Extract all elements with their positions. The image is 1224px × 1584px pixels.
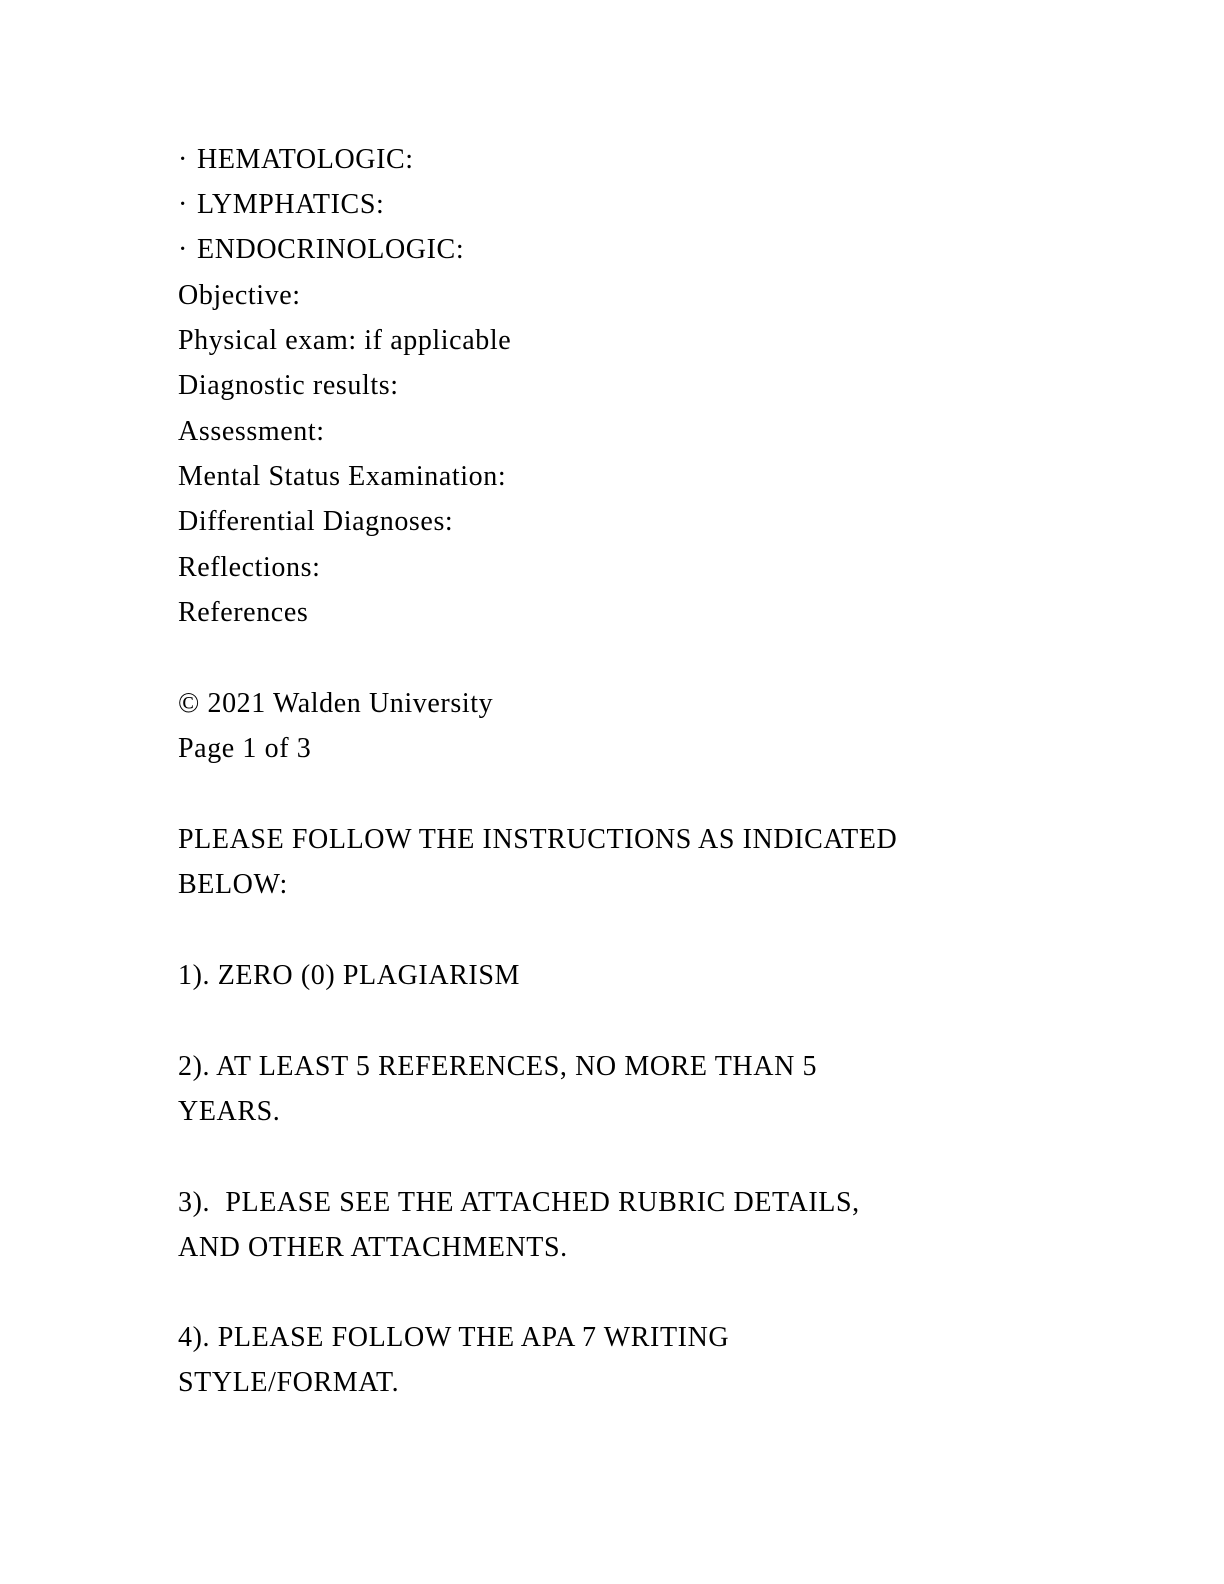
bullet-icon: · — [178, 144, 188, 175]
ros-item-label: ENDOCRINOLOGIC: — [197, 234, 465, 265]
instruction-item-2-line1: 2). AT LEAST 5 REFERENCES, NO MORE THAN 5 — [178, 1051, 818, 1082]
section-mental-status-examination: Mental Status Examination: — [178, 461, 507, 492]
copyright-notice: © 2021 Walden University — [178, 688, 494, 719]
section-references: References — [178, 597, 309, 628]
ros-item-lymphatics — [178, 188, 384, 222]
instruction-item-2-line2: YEARS. — [178, 1096, 281, 1127]
page-number: Page 1 of 3 — [178, 733, 312, 764]
section-objective: Objective: — [178, 280, 301, 311]
instruction-item-4-line1: 4). PLEASE FOLLOW THE APA 7 WRITING — [178, 1322, 730, 1353]
section-assessment: Assessment: — [178, 416, 325, 447]
section-differential-diagnoses: Differential Diagnoses: — [178, 506, 454, 537]
instruction-item-4-line2: STYLE/FORMAT. — [178, 1367, 400, 1398]
ros-item-label: HEMATOLOGIC: — [197, 144, 414, 175]
section-physical-exam: Physical exam: if applicable — [178, 325, 512, 356]
section-reflections: Reflections: — [178, 552, 321, 583]
ros-item-hematologic — [178, 143, 414, 177]
ros-item-label: LYMPHATICS: — [197, 189, 385, 220]
instruction-item-1: 1). ZERO (0) PLAGIARISM — [178, 960, 521, 991]
instruction-item-3-line1: 3). PLEASE SEE THE ATTACHED RUBRIC DETAILS, — [178, 1187, 860, 1218]
bullet-icon: · — [178, 234, 188, 265]
instruction-item-3-line2: AND OTHER ATTACHMENTS. — [178, 1232, 568, 1263]
bullet-icon: · — [178, 189, 188, 220]
section-diagnostic-results: Diagnostic results: — [178, 370, 399, 401]
instructions-header-line2: BELOW: — [178, 869, 288, 900]
ros-item-endocrinologic — [178, 233, 464, 267]
instructions-header-line1: PLEASE FOLLOW THE INSTRUCTIONS AS INDICATED — [178, 824, 898, 855]
